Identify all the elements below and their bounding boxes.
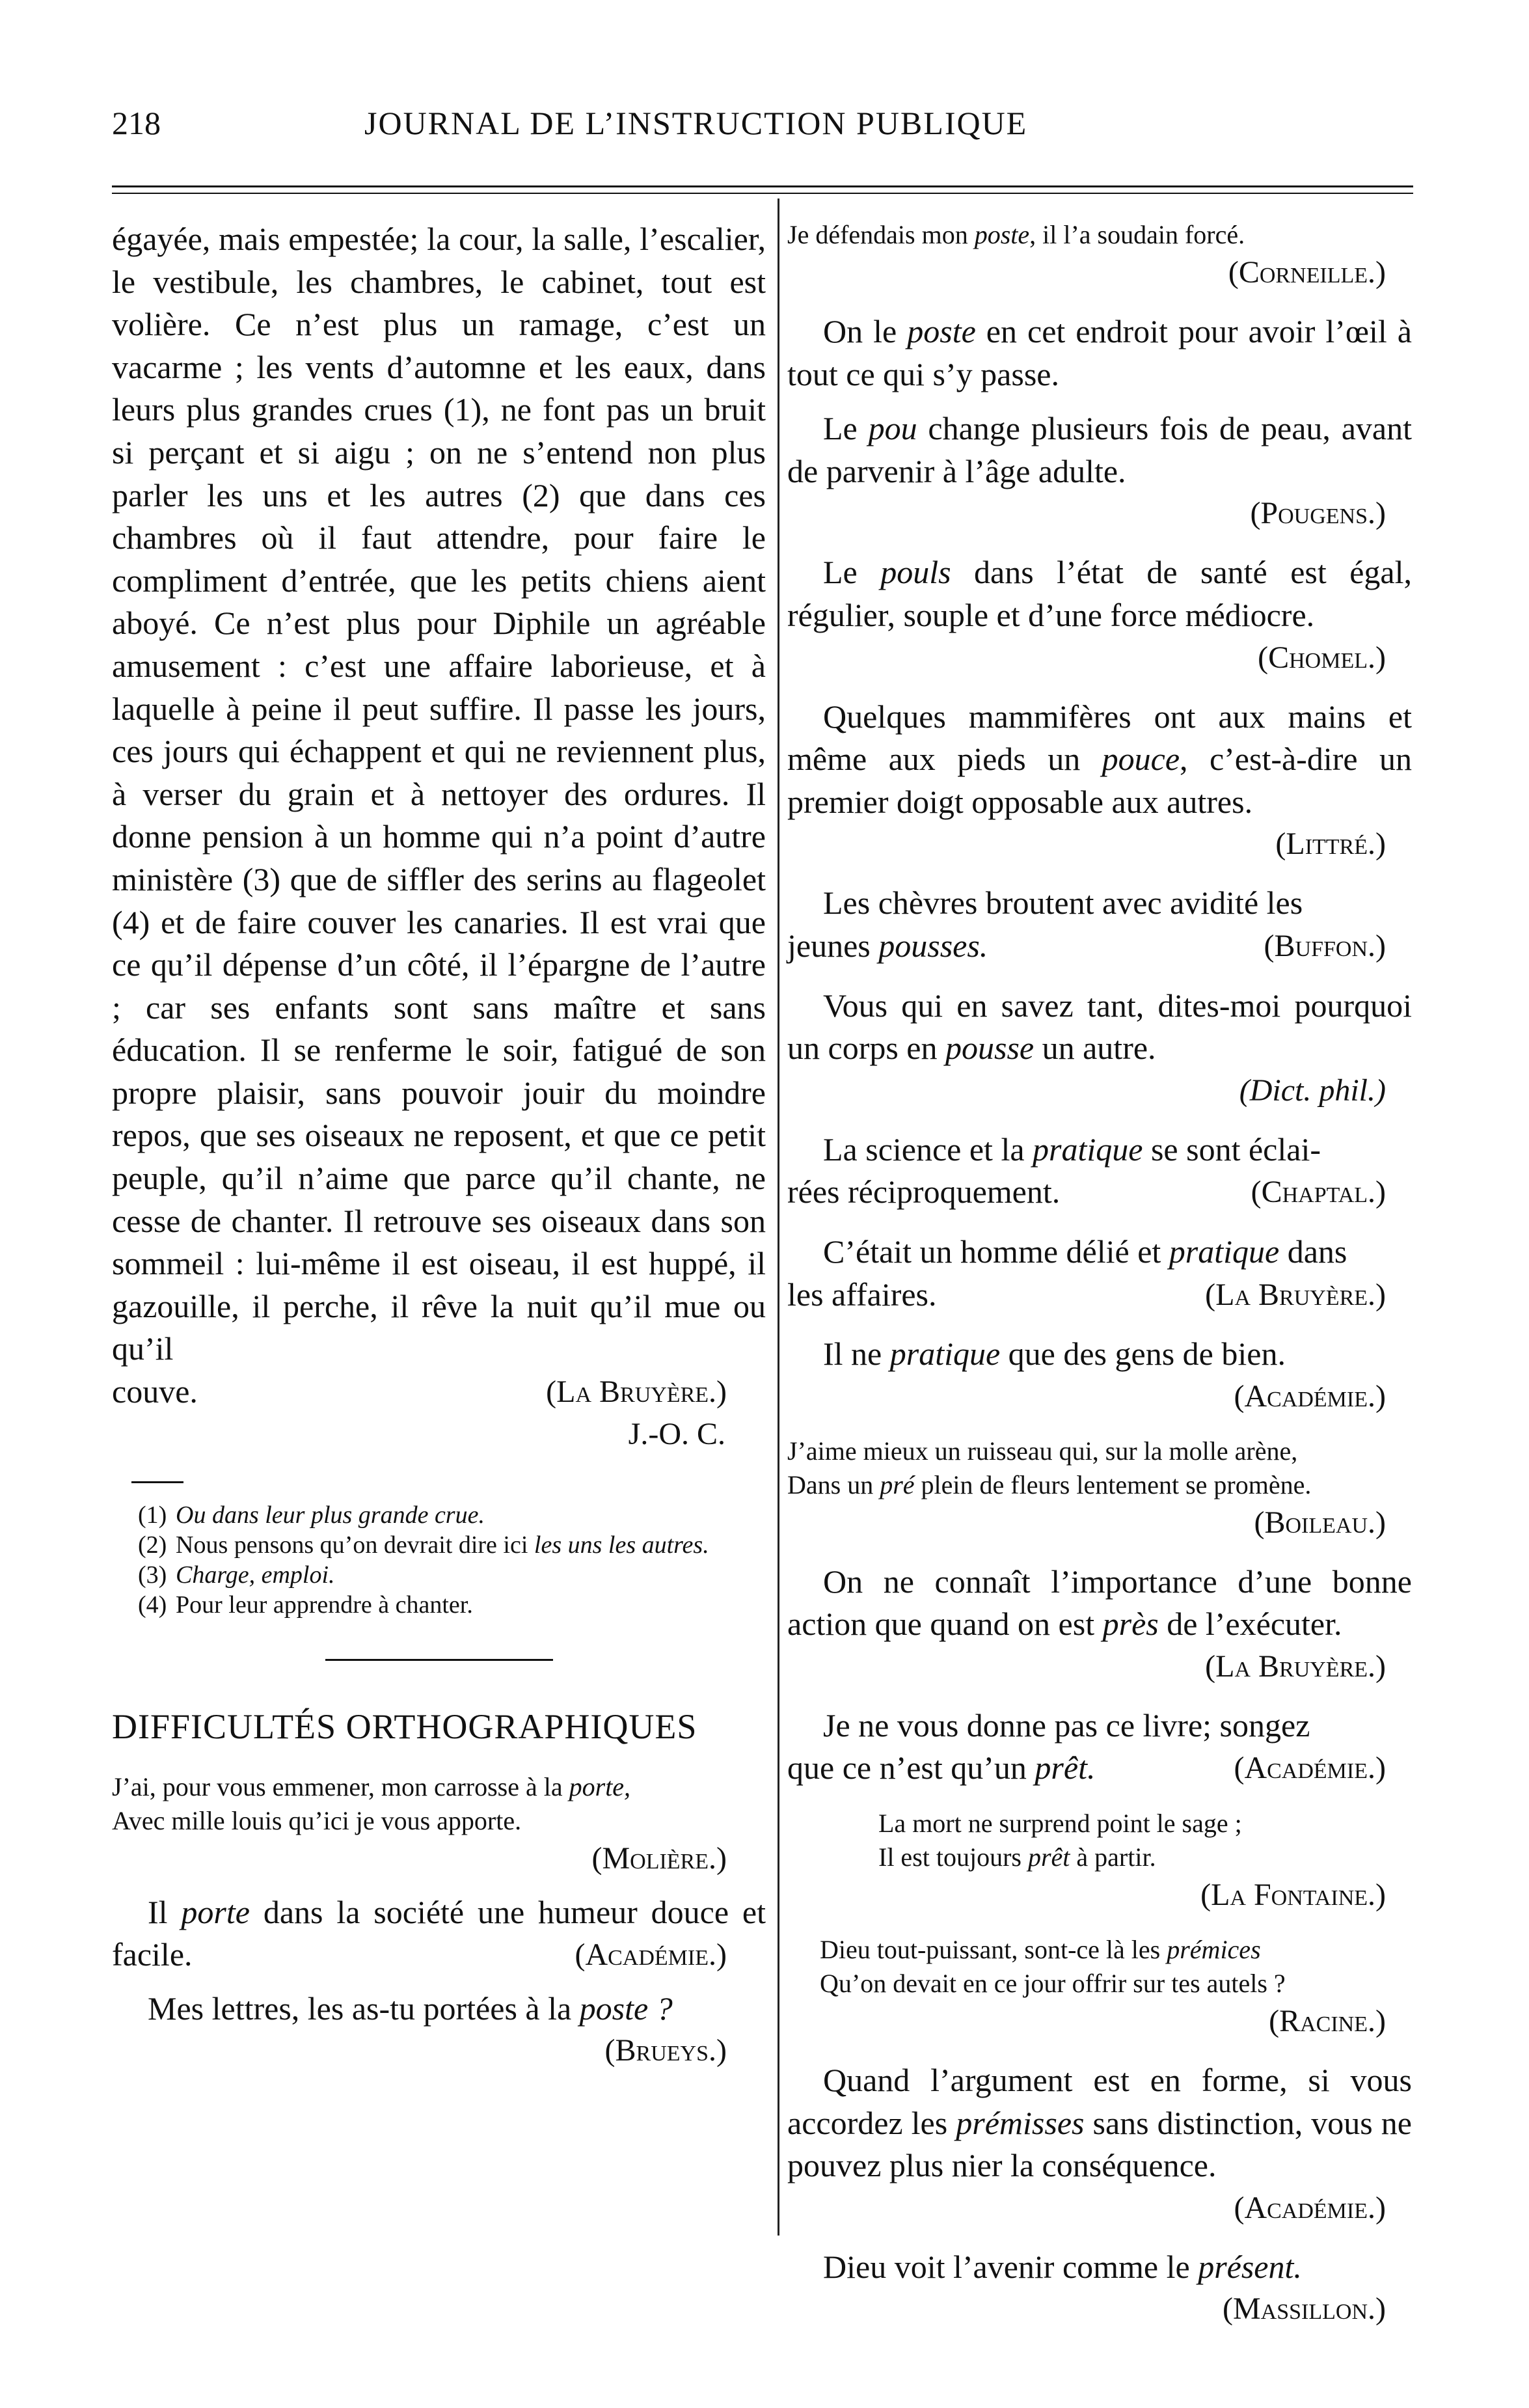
- section-rule: [325, 1659, 553, 1661]
- source-citation: (La Fontaine.): [1200, 1878, 1386, 1913]
- footnotes: [112, 1500, 766, 1620]
- entry-pouls: Le pouls dans l’état de santé est égal, régulier, souple et d’une force médiocre. (Chomel.): [787, 551, 1412, 678]
- footnote: (1) Ou dans leur plus grande crue.: [138, 1501, 485, 1529]
- entry-premisses: Quand l’argument est en forme, si vous accordez les prémisses sans distinction, vous ne pouvez plus nier la conséquence. (Académie.): [787, 2059, 1412, 2229]
- entry-corneille: Je défendais mon poste, il l’a soudain forcé. (Corneille.): [787, 218, 1412, 294]
- source-citation: (Corneille.): [1228, 255, 1386, 290]
- source-citation: (Dict. phil.): [1239, 1073, 1386, 1108]
- source-citation: (Brueys.): [604, 2033, 727, 2068]
- entry-la-fontaine: La mort ne surprend point le sage ; Il est toujours prêt à partir.: [878, 1809, 1242, 1872]
- entry-poste: Mes lettres, les as-tu portées à la poste ? (Brueys.): [112, 1988, 766, 2072]
- left-column: [112, 218, 766, 2072]
- source-citation: (Académie.): [575, 1937, 727, 1972]
- header-rule: [112, 185, 1413, 187]
- header-rule-thin: [112, 193, 1413, 194]
- source-citation: (Boileau.): [1254, 1505, 1386, 1540]
- entry-pret: Je ne vous donne pas ce livre; songez que ce n’est qu’un prêt. (Académie.): [787, 1704, 1412, 1790]
- entry-pou: Le pou change plusieurs fois de peau, avant de parvenir à l’âge adulte. (Pougens.): [787, 407, 1412, 534]
- entry-pouce: Quelques mammifères ont aux mains et même aux pieds un pouce, c’est-à-dire un premier doigt opposable aux autres. (Littré.): [787, 696, 1412, 866]
- entry-present: Dieu voit l’avenir comme le présent. (Massillon.): [787, 2246, 1412, 2331]
- section-title: DIFFICULTÉS ORTHOGRAPHIQUES: [112, 1706, 697, 1746]
- source-citation: (Molière.): [591, 1840, 727, 1876]
- footnote-rule: [131, 1481, 183, 1483]
- prose-source: (La Bruyère.): [546, 1375, 727, 1410]
- footnote: (4) Pour leur apprendre à chanter.: [138, 1591, 473, 1619]
- journal-title: JOURNAL DE L’INSTRUCTION PUBLIQUE: [364, 105, 1028, 141]
- footnote: (2) Nous pensons qu’on devrait dire ici les uns les autres.: [138, 1531, 709, 1559]
- source-citation: (Massillon.): [1223, 2292, 1386, 2327]
- prose-paragraph: égayée, mais empestée; la cour, la salle, l’escalier, le vestibule, les chambres, le cabinet, tout est volière. Ce n’est plus un ramage, c’est un vacarme ; les vents d’automne et les eaux, dans leurs plus grandes crues (1), ne font pas un bruit si perçant et si aigu ; on ne s’entend non plus parler les uns et les autres (2) que dans ces chambres où il faut attendre, pour faire le compliment d’entrée, que les petits chiens aient aboyé. Ce n’est plus pour Diphile un agréable amusement : c’est une affaire laborieuse, et à laquelle à peine il peut suffire. Il passe les jours, ces jours qui échappent et qui ne reviennent plus, à verser du grain et à nettoyer des ordures. Il donne pension à un homme qui n’a point d’autre ministère (3) que de siffler des serins au flageolet (4) et de faire couver les canaries. Il est vrai que ce qu’il dépense d’un côté, il l’épargne de l’autre ; car ses enfants sont sans maître et sans éducation. Il se renferme le soir, fatigué de son propre plaisir, sans pouvoir jouir du moindre repos, que ses oiseaux ne reposent, et que ce petit peuple, qu’il n’aime que parce qu’il chante, ne cesse de chanter. Il retrouve ses oiseaux dans son sommeil : lui-même il est oiseau, il est huppé, il gazouille, il perche, il rêve la nuit qu’il mue ou qu’il: [112, 221, 766, 1367]
- footnote: (3) Charge, emploi.: [138, 1561, 335, 1589]
- source-citation: (La Bruyère.): [1205, 1649, 1386, 1684]
- source-citation: (Pougens.): [1250, 496, 1386, 531]
- entry-pratique-verb: Il ne pratique que des gens de bien. (Académie.): [787, 1333, 1412, 1417]
- source-citation: (Académie.): [1234, 1751, 1386, 1786]
- source-citation: (Chaptal.): [1251, 1175, 1386, 1210]
- source-citation: (Académie.): [1234, 2190, 1386, 2225]
- entry-pres: On ne connaît l’importance d’une bonne action que quand on est près de l’exécuter. (La Bruyère.): [787, 1561, 1412, 1688]
- prose-last-word: couve.: [112, 1373, 198, 1410]
- right-column: [787, 218, 1412, 2330]
- entry-pousse: Vous qui en savez tant, dites-moi pourquoi un corps en pousse un autre. (Dict. phil.): [787, 985, 1412, 1112]
- prose-last-line: [112, 1371, 766, 1414]
- running-header: [0, 104, 1529, 156]
- entry-pratique-science: La science et la pratique se sont éclai- rées réciproquement. (Chaptal.): [787, 1129, 1412, 1214]
- source-citation: (Académie.): [1234, 1378, 1386, 1414]
- source-citation: (Chomel.): [1258, 640, 1386, 675]
- entry-moliere: J’ai, pour vous emmener, mon carrosse à la porte, Avec mille louis qu’ici je vous apporte. (Molière.): [112, 1770, 766, 1880]
- entry-pratique-homme: C’était un homme délié et pratique dans les affaires. (La Bruyère.): [787, 1231, 1412, 1316]
- entry-poste-verb: On le poste en cet endroit pour avoir l’œil à tout ce qui s’y passe.: [787, 313, 1412, 392]
- signature: J.-O. C.: [628, 1416, 725, 1451]
- entry-porte: Il porte dans la société une humeur douce et facile. (Académie.): [112, 1891, 766, 1976]
- entry-pousses: Les chèvres broutent avec avidité les jeunes pousses. (Buffon.): [787, 882, 1412, 967]
- source-citation: (La Bruyère.): [1205, 1277, 1386, 1312]
- source-citation: (Littré.): [1275, 827, 1386, 862]
- column-divider: [778, 198, 779, 2236]
- page-number: 218: [112, 105, 161, 141]
- entry-racine: Dieu tout-puissant, sont-ce là les prémices Qu’on devait en ce jour offrir sur tes autels ?: [820, 1935, 1286, 1999]
- source-citation: (Buffon.): [1264, 928, 1386, 963]
- entry-boileau: J’aime mieux un ruisseau qui, sur la molle arène, Dans un pré plein de fleurs lentement se promène. (Boileau.): [787, 1434, 1412, 1544]
- source-citation: (Racine.): [1269, 2004, 1386, 2039]
